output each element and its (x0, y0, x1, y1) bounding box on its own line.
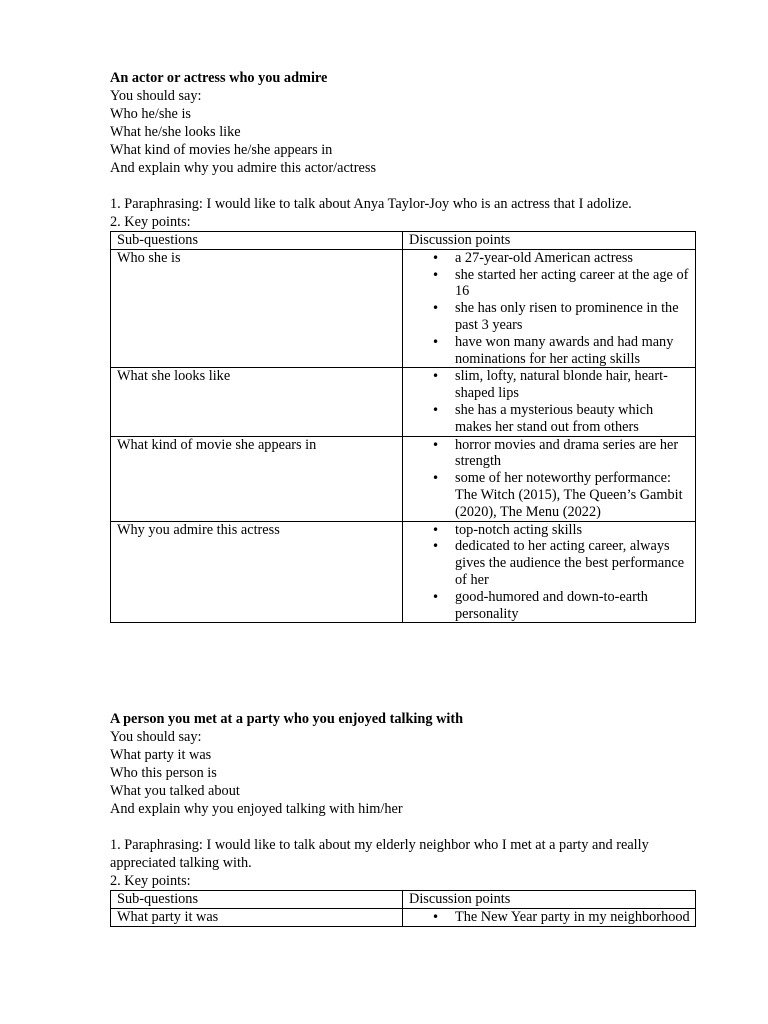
prompt-item: What he/she looks like (110, 124, 241, 140)
prompt-item: What kind of movies he/she appears in (110, 142, 333, 158)
table-row (111, 249, 696, 368)
prompt-intro: You should say: (110, 729, 202, 745)
discussion-point: • a 27-year-old American actress (455, 250, 691, 267)
section-party (110, 710, 700, 927)
prompt-item: Who this person is (110, 765, 217, 781)
section-actor (110, 69, 700, 623)
prompt-item: What party it was (110, 747, 212, 763)
sub-question-cell: Why you admire this actress (111, 521, 403, 623)
key-points-label: 2. Key points: (110, 873, 191, 889)
prompt-item: Who he/she is (110, 106, 191, 122)
sub-question-cell: What party it was (111, 908, 403, 926)
table-row (111, 436, 696, 521)
discussion-point: • good-humored and down-to-earth personality (455, 589, 691, 623)
discussion-point: • top-notch acting skills (455, 522, 691, 539)
section-title: An actor or actress who you admire (110, 70, 328, 86)
key-points-table (110, 890, 696, 927)
table-row (111, 368, 696, 436)
discussion-cell (403, 368, 696, 436)
column-header: Sub-questions (111, 232, 403, 250)
discussion-point: • she started her acting career at the age of 16 (455, 267, 691, 301)
discussion-point: • she has only risen to prominence in the past 3 years (455, 300, 691, 334)
prompt-intro: You should say: (110, 88, 202, 104)
table-row (111, 908, 696, 926)
key-points-label: 2. Key points: (110, 214, 191, 230)
paraphrasing-text: 1. Paraphrasing: I would like to talk about Anya Taylor-Joy who is an actress that I adolize. (110, 196, 632, 212)
discussion-point: • slim, lofty, natural blonde hair, heart-shaped lips (455, 368, 691, 402)
column-header: Discussion points (403, 232, 696, 250)
key-points-table (110, 231, 696, 623)
column-header: Discussion points (403, 891, 696, 909)
prompt-item: And explain why you enjoyed talking with him/her (110, 801, 403, 817)
discussion-point: • The New Year party in my neighborhood (455, 909, 691, 926)
table-header-row (111, 232, 696, 250)
discussion-point: • have won many awards and had many nominations for her acting skills (455, 334, 691, 368)
sub-question-cell: Who she is (111, 249, 403, 368)
prompt-item: And explain why you admire this actor/actress (110, 160, 377, 176)
sub-question-cell: What kind of movie she appears in (111, 436, 403, 521)
discussion-cell (403, 249, 696, 368)
table-row (111, 521, 696, 623)
discussion-cell (403, 521, 696, 623)
table-header-row (111, 891, 696, 909)
discussion-point: • dedicated to her acting career, always gives the audience the best performance of her (455, 538, 691, 588)
column-header: Sub-questions (111, 891, 403, 909)
discussion-point: • horror movies and drama series are her strength (455, 437, 691, 471)
paraphrasing-text: 1. Paraphrasing: I would like to talk about my elderly neighbor who I met at a party and really appreciated talking with. (110, 837, 649, 871)
section-title: A person you met at a party who you enjoyed talking with (110, 711, 464, 727)
discussion-point: • she has a mysterious beauty which makes her stand out from others (455, 402, 691, 436)
sub-question-cell: What she looks like (111, 368, 403, 436)
prompt-item: What you talked about (110, 783, 240, 799)
discussion-point: • some of her noteworthy performance: The Witch (2015), The Queen’s Gambit (2020), The Menu (2022) (455, 470, 691, 520)
discussion-cell (403, 436, 696, 521)
discussion-cell (403, 908, 696, 926)
